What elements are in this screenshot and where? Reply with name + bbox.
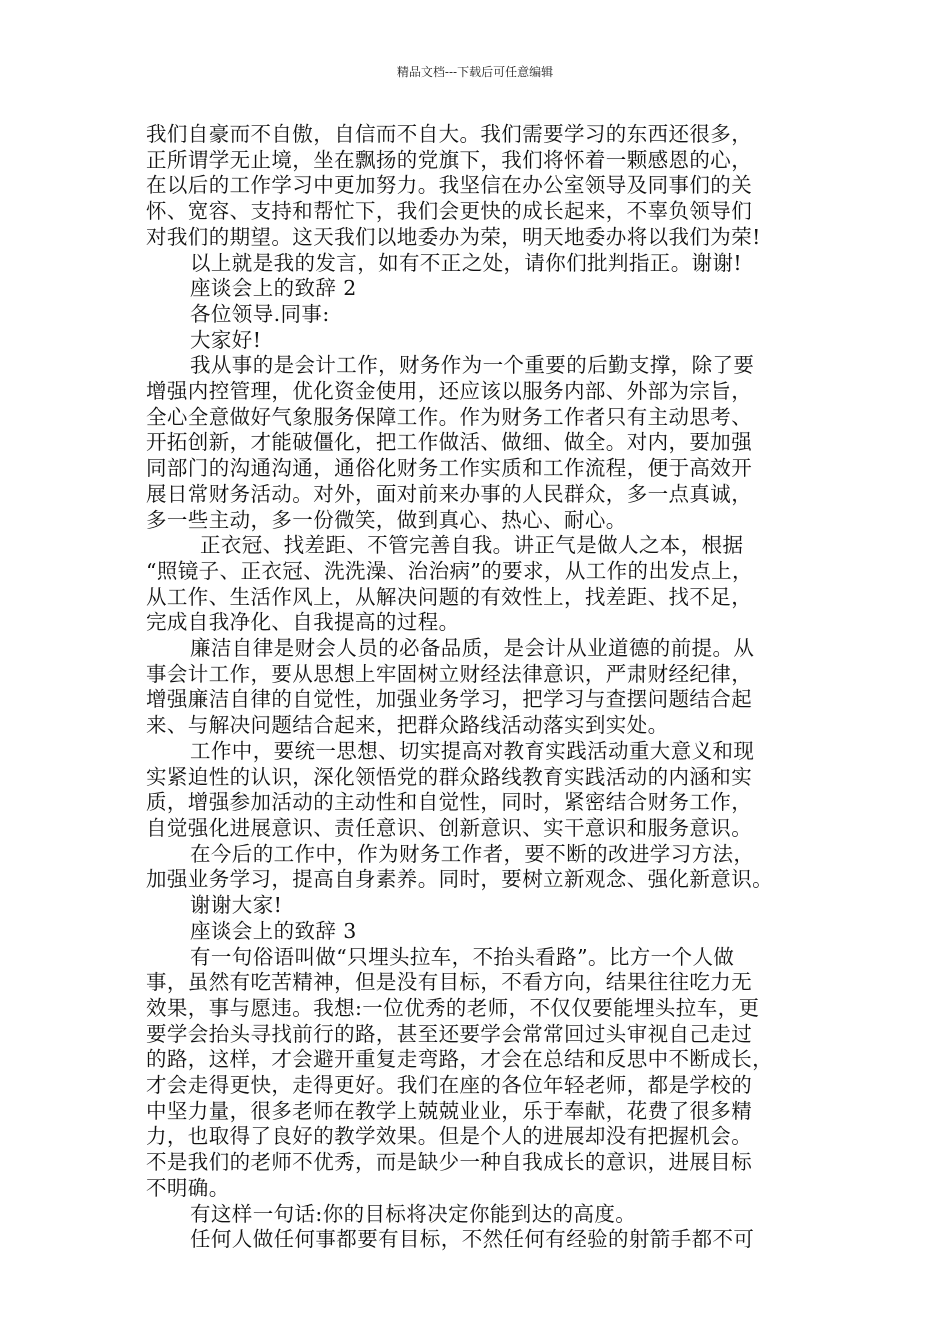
- text-line: 不明确。: [146, 1175, 230, 1200]
- text-line: 同部门的沟通沟通，通俗化财务工作实质和工作流程，便于高效开: [146, 456, 753, 481]
- text-line: 正所谓学无止境，坐在飘扬的党旗下，我们将怀着一颗感恩的心，: [146, 147, 753, 172]
- text-line: 大家好!: [190, 327, 262, 352]
- text-line: 事会计工作，要从思想上牢固树立财经法律意识，严肃财经纪律，: [146, 661, 753, 686]
- text-line: 加强业务学习，提高自身素养。同时，要树立新观念、强化新意识。: [146, 867, 773, 892]
- text-line: 的路，这样，才会避开重复走弯路，才会在总结和反思中不断成长，: [146, 1047, 773, 1072]
- text-line: 各位领导.同事:: [190, 301, 330, 326]
- text-line: 工作中，要统一思想、切实提高对教育实践活动重大意义和现: [190, 738, 755, 763]
- text-line: 实紧迫性的认识，深化领悟党的群众路线教育实践活动的内涵和实: [146, 764, 753, 789]
- text-line: 完成自我净化、自我提高的过程。: [146, 610, 460, 635]
- text-line: 效果，事与愿违。我想:一位优秀的老师，不仅仅要能埋头拉车，更: [146, 995, 760, 1020]
- text-line: 中坚力量，很多老师在教学上兢兢业业，乐于奉献，花费了很多精: [146, 1098, 753, 1123]
- text-line: 任何人做任何事都要有目标，不然任何有经验的射箭手都不可: [190, 1227, 755, 1252]
- text-line: 不是我们的老师不优秀，而是缺少一种自我成长的意识，进展目标: [146, 1150, 753, 1175]
- page-header: 精品文档---下载后可任意编辑: [396, 65, 554, 79]
- text-line: 以上就是我的发言，如有不正之处，请你们批判指正。谢谢!: [190, 250, 743, 275]
- text-line: 我从事的是会计工作，财务作为一个重要的后勤支撑，除了要: [190, 353, 755, 378]
- text-line: 来、与解决问题结合起来，把群众路线活动落实到实处。: [146, 713, 669, 738]
- document-body: [146, 122, 814, 1253]
- text-line: 展日常财务活动。对外，面对前来办事的人民群众，多一点真诚，: [146, 481, 753, 506]
- text-line: 有一句俗语叫做“只埋头拉车，不抬头看路”。比方一个人做: [190, 944, 735, 969]
- text-line: 增强廉洁自律的自觉性，加强业务学习，把学习与查摆问题结合起: [146, 687, 753, 712]
- text-line: 我们自豪而不自傲，自信而不自大。我们需要学习的东西还很多，: [146, 122, 753, 146]
- text-line: 增强内控管理，优化资金使用，还应该以服务内部、外部为宗旨，: [146, 379, 753, 404]
- text-line: “照镜子、正衣冠、洗洗澡、治治病”的要求，从工作的出发点上，: [146, 558, 753, 583]
- text-line: 对我们的期望。这天我们以地委办为荣，明天地委办将以我们为荣!: [146, 224, 761, 249]
- text-line: 事，虽然有吃苦精神，但是没有目标，不看方向，结果往往吃力无: [146, 970, 753, 995]
- text-line: 质，增强参加活动的主动性和自觉性，同时，紧密结合财务工作，: [146, 790, 753, 815]
- text-line: 自觉强化进展意识、责任意识、创新意识、实干意识和服务意识。: [146, 815, 753, 840]
- text-line: 座谈会上的致辞 3: [190, 918, 357, 943]
- text-line: 才会走得更快，走得更好。我们在座的各位年轻老师，都是学校的: [146, 1073, 753, 1098]
- text-line: 在以后的工作学习中更加努力。我坚信在办公室领导及同事们的关: [146, 173, 753, 198]
- text-line: 怀、宽容、支持和帮忙下，我们会更快的成长起来，不辜负领导们: [146, 199, 753, 224]
- text-line: 开拓创新，才能破僵化，把工作做活、做细、做全。对内，要加强: [146, 430, 753, 455]
- text-line: 多一些主动，多一份微笑，做到真心、热心、耐心。: [146, 507, 627, 532]
- text-line: 廉洁自律是财会人员的必备品质，是会计从业道德的前提。从: [190, 636, 755, 661]
- text-line: 在今后的工作中，作为财务工作者，要不断的改进学习方法，: [190, 841, 755, 866]
- text-line: 有这样一句话:你的目标将决定你能到达的高度。: [190, 1201, 637, 1226]
- text-line: 谢谢大家!: [190, 893, 283, 918]
- text-line: 要学会抬头寻找前行的路，甚至还要学会常常回过头审视自己走过: [146, 1021, 753, 1046]
- text-line: 全心全意做好气象服务保障工作。作为财务工作者只有主动思考、: [146, 404, 753, 429]
- text-line: 力，也取得了良好的教学效果。但是个人的进展却没有把握机会。: [146, 1124, 753, 1149]
- text-line: 从工作、生活作风上，从解决问题的有效性上，找差距、找不足，: [146, 584, 753, 609]
- text-line: 正衣冠、找差距、不管完善自我。讲正气是做人之本，根据: [200, 533, 744, 558]
- text-line: 座谈会上的致辞 2: [190, 276, 357, 301]
